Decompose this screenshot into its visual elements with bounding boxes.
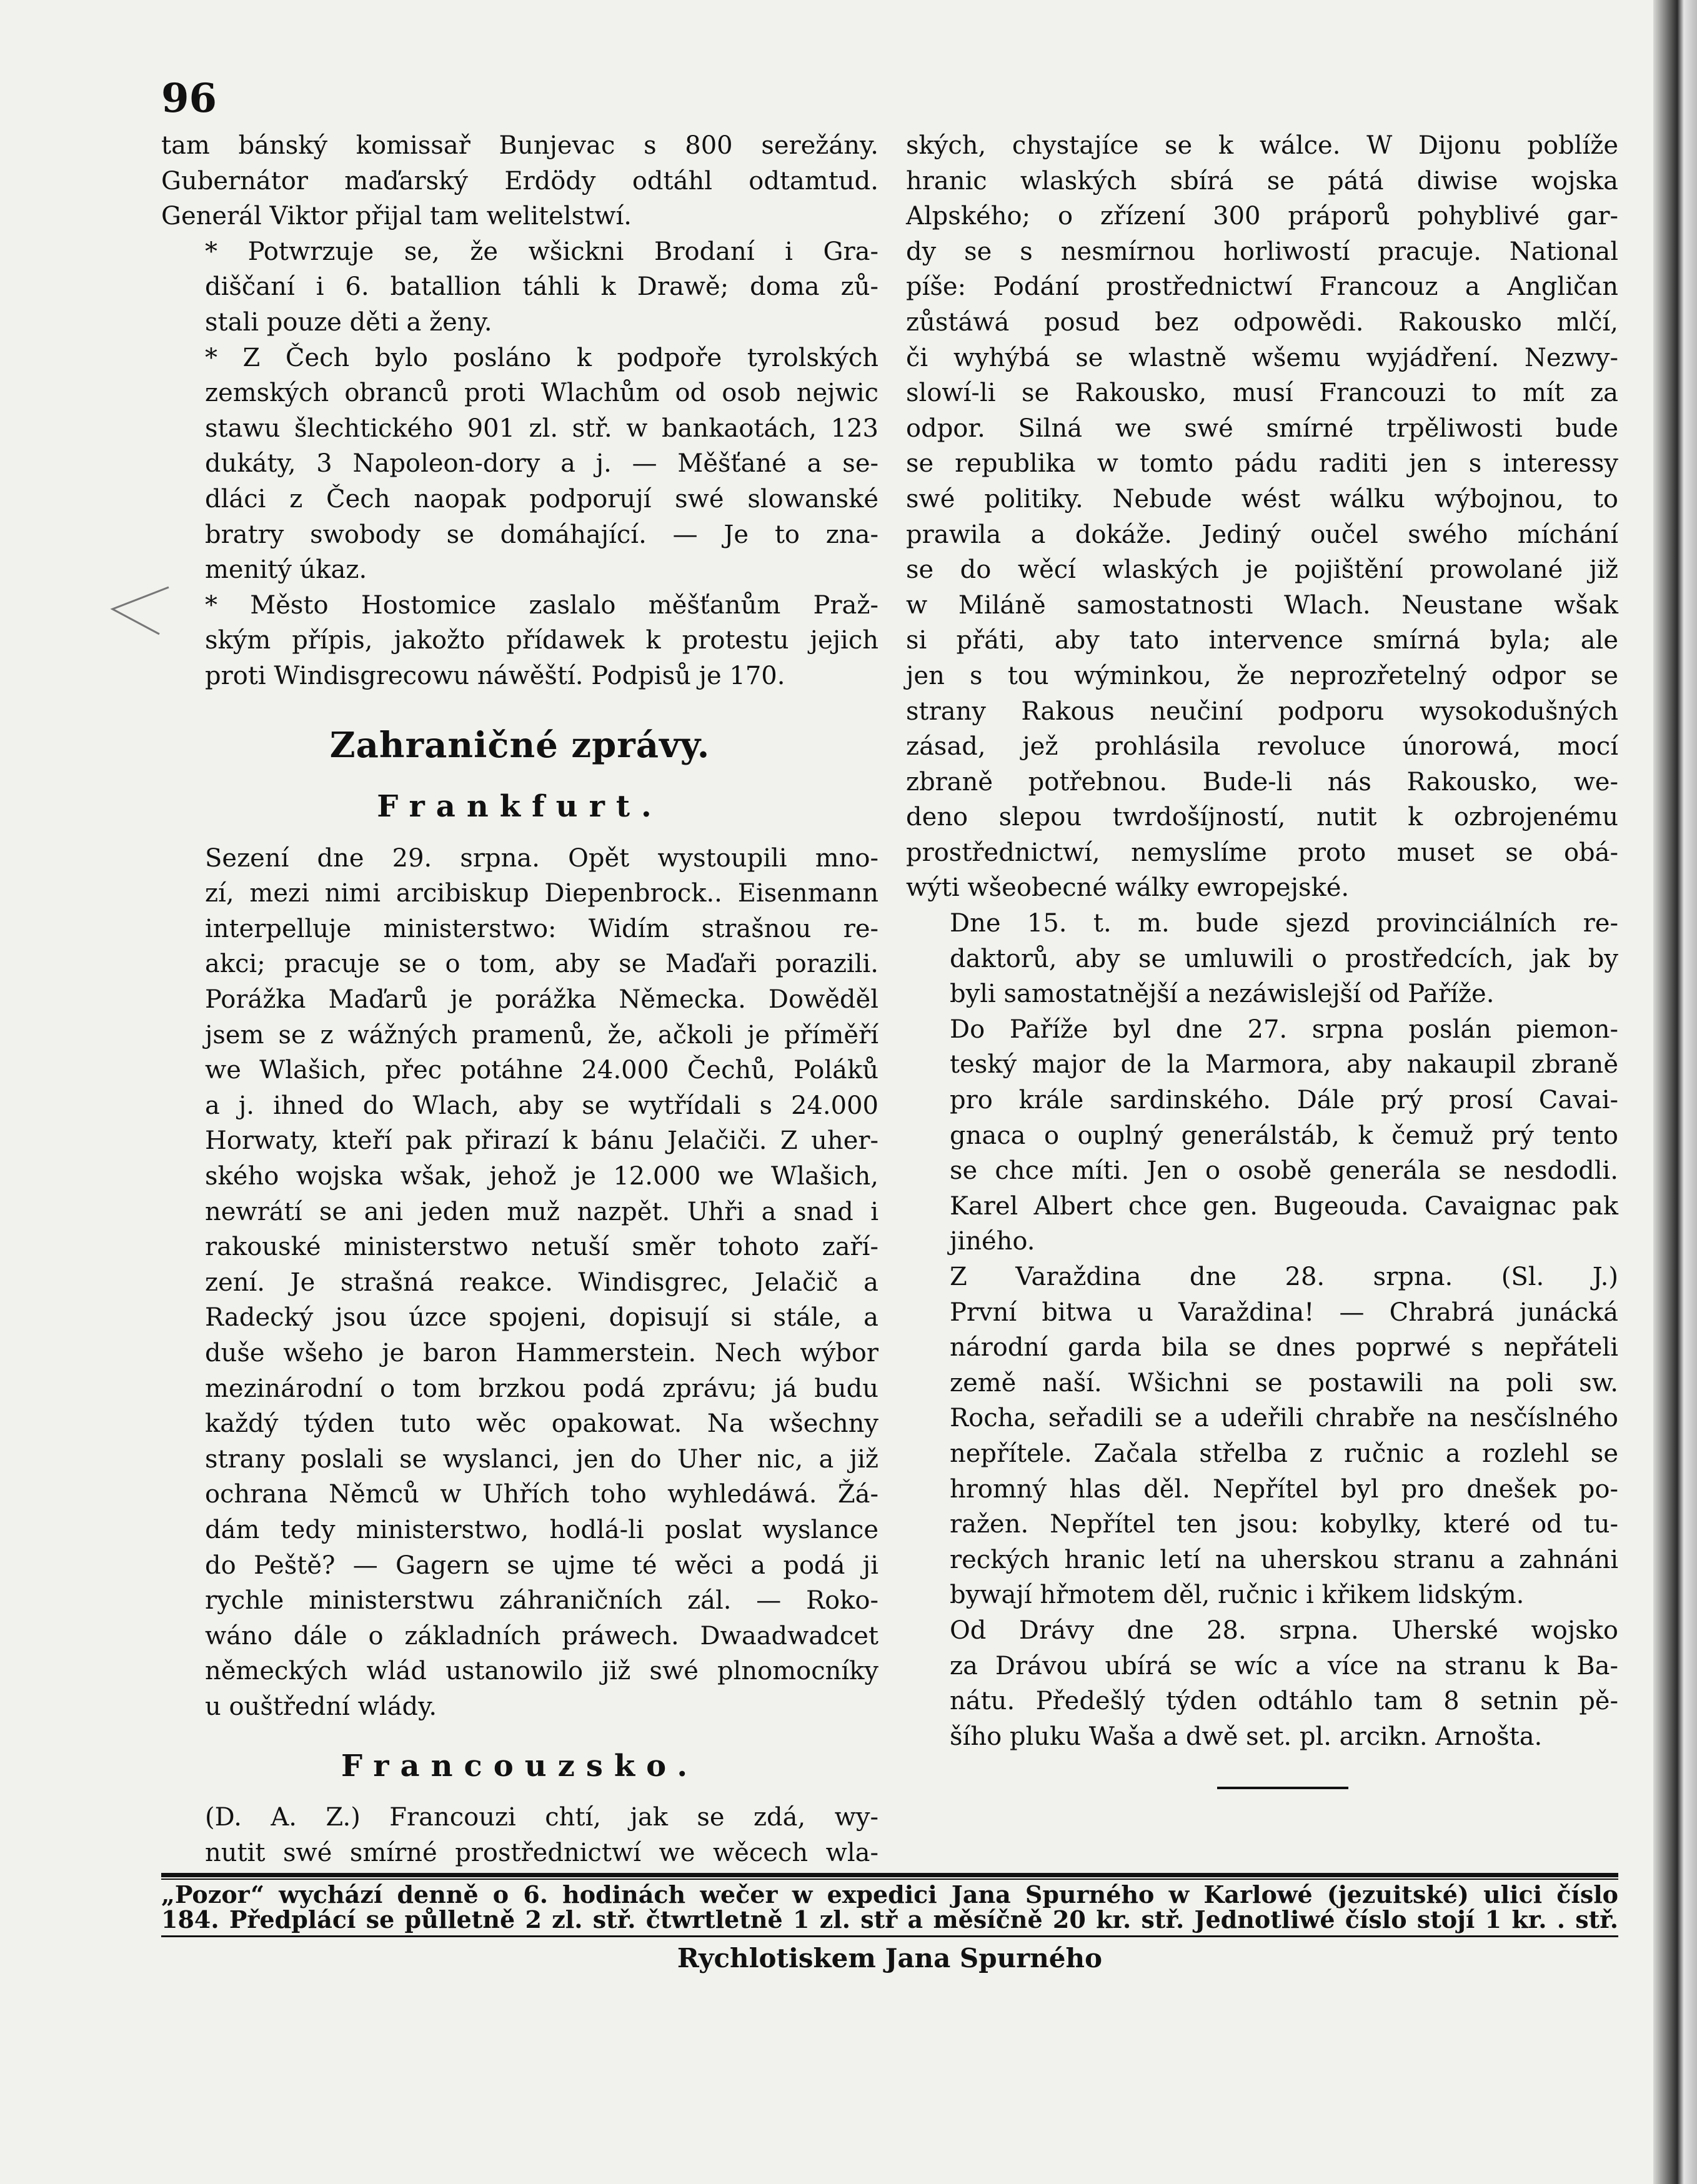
text-line: dy se s nesmírnou horliwostí pracuje. National — [906, 237, 1618, 266]
text-line: * Z Čech bylo posláno k podpoře tyrolských — [205, 343, 878, 372]
text-line: ského wojska wšak, jehož je 12.000 we Wlašich, — [205, 1162, 878, 1191]
text-line: rakouské ministerstwo netuší směr tohoto zaří- — [205, 1233, 878, 1262]
text-line: dukáty, 3 Napoleon-dory a j. — Měšťané a se- — [205, 449, 878, 479]
text-line: pro krále sardinského. Dále prý prosí Cavai- — [950, 1086, 1618, 1115]
text-line: země naší. Wšichni se postawili na poli sw. — [950, 1368, 1618, 1397]
text-line: Od Drávy dne 28. srpna. Uherské wojsko — [950, 1616, 1618, 1645]
text-line: zení. Je strašná reakce. Windisgrec, Jelačič a — [205, 1268, 878, 1297]
text-line: Horwaty, kteří pak přirazí k bánu Jelačiči. Z uher- — [205, 1126, 878, 1156]
text-line: ských, chystajíce se k wálce. W Dijonu poblíže — [906, 131, 1618, 160]
text-line: Dne 15. t. m. bude sjezd provinciálních re- — [950, 909, 1618, 938]
intro-paragraph — [161, 128, 878, 234]
text-line: strany Rakous neučiní podporu wysokodušných — [906, 697, 1618, 726]
text-line: ochrana Němců w Uhřích toho wyhledáwá. Žá- — [205, 1480, 878, 1509]
text-line: teský major de la Marmora, aby nakaupil zbraně — [950, 1050, 1618, 1080]
frankfurt-heading: Frankfurt. — [377, 789, 663, 825]
text-line: národní garda bila se dnes poprwé s nepřáteli — [950, 1333, 1618, 1363]
text-line: w Miláně samostatnosti Wlach. Neustane wšak — [906, 590, 1618, 620]
text-line: První bitwa u Varaždina! — Chrabrá junácká — [950, 1298, 1618, 1327]
francie-report — [161, 1800, 878, 1870]
footer-publication-info: „Pozor“ wychází denně o 6. hodinách wečer w expedici Jana Spurného w Karlowé (jezuitské) ulici číslo — [161, 1880, 1618, 1909]
text-line: interpelluje ministerstwo: Widím strašnou re- — [205, 914, 878, 943]
note-paragraph — [161, 234, 878, 340]
frankfurt-report — [161, 841, 878, 1725]
text-line: duše wšeho je baron Hammerstein. Nech wýbor — [205, 1339, 878, 1367]
text-line: prostřednictwí, nemyslíme proto muset se obá- — [906, 838, 1618, 867]
text-line: nepřítele. Začala střelba z ručnic a rozlehl se — [950, 1439, 1618, 1468]
text-line: nutit swé smírné prostřednictwí we wěcech wla- — [205, 1838, 878, 1867]
text-line: zbraně potřebnou. Bude-li nás Rakousko, we- — [906, 767, 1618, 797]
text-line: Gubernátor maďarský Erdödy odtáhl odtamtud. — [161, 166, 878, 196]
text-line: jsem se z wážných pramenů, že, ačkoli je příměří — [205, 1020, 878, 1050]
text-line: dláci z Čech naopak podporují swé slowanské — [205, 484, 878, 514]
text-line: wýti wšeobecné wálky ewropejské. — [906, 873, 1350, 903]
text-line: stali pouze děti a ženy. — [205, 307, 492, 337]
footer-subscription-info: 184. Předplácí se půlletně 2 zl. stř. čtwrtletně 1 zl. stř a měsíčně 20 kr. stř. Jednotliwé číslo stojí 1 kr. . stř. — [161, 1905, 1618, 1933]
note-paragraph — [161, 588, 878, 694]
text-line: byli samostatnější a nezáwislejší od Paříže. — [950, 980, 1495, 1009]
drava-paragraph — [906, 1613, 1618, 1754]
varazdin-paragraph — [906, 1259, 1618, 1613]
footer-rule-thin — [161, 1879, 1618, 1880]
text-line: * Město Hostomice zaslalo měšťanům Praž- — [205, 590, 878, 620]
text-line: se chce míti. Jen o osobě generála se nesdodli. — [950, 1156, 1618, 1186]
left-column — [161, 128, 878, 1870]
footer-rule-thick — [161, 1873, 1618, 1877]
text-line: gnaca o ouplný generálstáb, k čemuž prý tento — [950, 1121, 1618, 1150]
text-line: we Wlašich, přec potáhne 24.000 Čechů, Poláků — [205, 1056, 878, 1085]
text-line: Z Varaždina dne 28. srpna. (Sl. J.) — [950, 1263, 1618, 1291]
note-paragraph — [161, 340, 878, 588]
book-spine — [1653, 0, 1697, 2184]
text-line: deno slepou twrdošíjností, nutit k ozbrojenému — [906, 803, 1618, 832]
text-line: do Peště? — Gagern se ujme té wěci a podá ji — [205, 1551, 878, 1580]
text-line: Generál Viktor přijal tam welitelstwí. — [161, 202, 632, 231]
text-line: německých wlád ustanowilo již swé plnomocníky — [205, 1657, 878, 1686]
end-of-article-rule — [1217, 1787, 1348, 1789]
text-line: Porážka Maďarů je porážka Německa. Dowěděl — [205, 985, 878, 1015]
francie-report-continued — [906, 128, 1618, 906]
section-heading: Zahraničné zprávy. — [329, 724, 710, 766]
text-line: Do Paříže byl dne 27. srpna poslán piemon- — [950, 1015, 1618, 1044]
text-line: odpor. Silná we swé smírné trpěliwosti bude — [906, 414, 1618, 443]
text-line: mezinárodní o tom brzkou podá zprávu; já budu — [205, 1374, 878, 1403]
text-line: Radecký jsou úzce spojeni, dopisují si stále, a — [205, 1303, 878, 1333]
text-line: zí, mezi nimi arcibiskup Diepenbrock.. Eisenmann — [205, 879, 878, 908]
text-line: jen s tou wýminkou, že neprozřetelný odpor se — [906, 661, 1618, 690]
text-line: Alpského; o zřízení 300 práporů pohyblivé gar- — [906, 202, 1618, 231]
text-line: tam bánský komissař Bunjevac s 800 serežány. — [161, 131, 878, 160]
text-line: diščaní i 6. batallion táhli k Drawě; doma zů- — [205, 272, 878, 302]
text-line: hromný hlas děl. Nepřítel byl pro dnešek po- — [950, 1474, 1618, 1504]
footer-rule-bottom — [161, 1935, 1618, 1937]
text-line: za Drávou ubírá se wíc a více na stranu k Ba- — [950, 1651, 1618, 1680]
text-line: Karel Albert chce gen. Bugeouda. Cavaignac pak — [950, 1191, 1618, 1221]
text-line: daktorů, aby se umluwili o prostředcích, jak by — [950, 944, 1618, 973]
right-column — [906, 128, 1618, 1754]
text-line: u ouštřední wlády. — [205, 1692, 437, 1721]
text-line: zůstáwá posud bez odpowědi. Rakousko mlčí, — [906, 307, 1618, 337]
text-line: nátu. Předešlý týden odtáhlo tam 8 setnin pě- — [950, 1687, 1618, 1716]
text-line: wáno dále o základních práwech. Dwaadwadcet — [205, 1621, 878, 1650]
text-line: šího pluku Waša a dwě set. pl. arcikn. Arnošta. — [950, 1722, 1543, 1751]
printer-imprint: Rychlotiskem Jana Spurného — [677, 1943, 1103, 1973]
marmora-paragraph — [906, 1012, 1618, 1259]
journalists-paragraph — [906, 906, 1618, 1012]
text-line: bratry swobody se domáhající. — Je to zna- — [205, 520, 878, 549]
text-line: swé politiky. Nebude wést wálku wýbojnou, to — [906, 484, 1618, 514]
text-line: strany poslali se wyslanci, jen do Uher nic, a již — [205, 1444, 878, 1474]
text-line: ským přípis, jakožto přídawek k protestu jejich — [205, 626, 878, 655]
text-line: hranic wlaských sbírá se pátá diwise wojska — [906, 166, 1618, 196]
text-line: se republika w tomto pádu raditi jen s interessy — [906, 449, 1618, 479]
page-number: 96 — [161, 75, 217, 122]
text-line: proti Windisgrecowu náwěští. Podpisů je 170. — [205, 661, 785, 690]
text-line: Sezení dne 29. srpna. Opět wystoupili mno- — [205, 843, 878, 873]
text-line: dám tedy ministerstwo, hodlá-li poslat wyslance — [205, 1515, 878, 1544]
text-line: ražen. Nepřítel ten jsou: kobylky, které od tu- — [950, 1510, 1618, 1539]
text-line: slowí-li se Rakousko, musí Francouzi to mít za — [906, 379, 1618, 408]
text-line: reckých hranic letí na uherskou stranu a zahnáni — [950, 1545, 1618, 1574]
text-line: jiného. — [950, 1227, 1035, 1256]
text-line: newrátí se ani jeden muž nazpět. Uhři a snad i — [205, 1197, 878, 1226]
text-line: rychle ministerstwu záhraničních zál. — Roko- — [205, 1586, 878, 1616]
text-line: menitý úkaz. — [205, 555, 367, 585]
text-line: či wyhýbá se wlastně wšemu wyjádření. Nezwy- — [906, 343, 1618, 372]
text-line: bywají hřmotem děl, ručnic i křikem lidským. — [950, 1581, 1525, 1610]
francie-heading: Francouzsko. — [341, 1748, 699, 1784]
text-line: zemských obranců proti Wlachům od osob nejwic — [205, 379, 878, 408]
text-line: * Potwrzuje se, že wšickni Brodaní i Gra- — [205, 237, 878, 266]
text-line: a j. ihned do Wlach, aby se wytřídali s 24.000 — [205, 1091, 878, 1120]
text-line: (D. A. Z.) Francouzi chtí, jak se zdá, wy- — [205, 1803, 878, 1832]
text-line: prawila a dokáže. Jediný oučel swého míchání — [906, 520, 1618, 549]
text-line: stawu šlechtického 901 zl. stř. w bankaotách, 123 — [205, 414, 878, 443]
text-line: zásad, jež prohlásila revoluce únorowá, mocí — [906, 732, 1618, 762]
text-line: píše: Podání prostřednictwí Francouz a Angličan — [906, 272, 1618, 302]
text-line: každý týden tuto wěc opakowat. Na wšechny — [205, 1409, 878, 1439]
text-line: se do wěcí wlaských je pojištění prowolané již — [906, 555, 1618, 585]
text-line: akci; pracuje se o tom, aby se Maďaři porazili. — [205, 950, 878, 979]
text-line: si přáti, aby tato intervence smírná byla; ale — [906, 626, 1618, 655]
text-line: Rocha, seřadili se a udeřili chrabře na nesčíslného — [950, 1404, 1618, 1433]
